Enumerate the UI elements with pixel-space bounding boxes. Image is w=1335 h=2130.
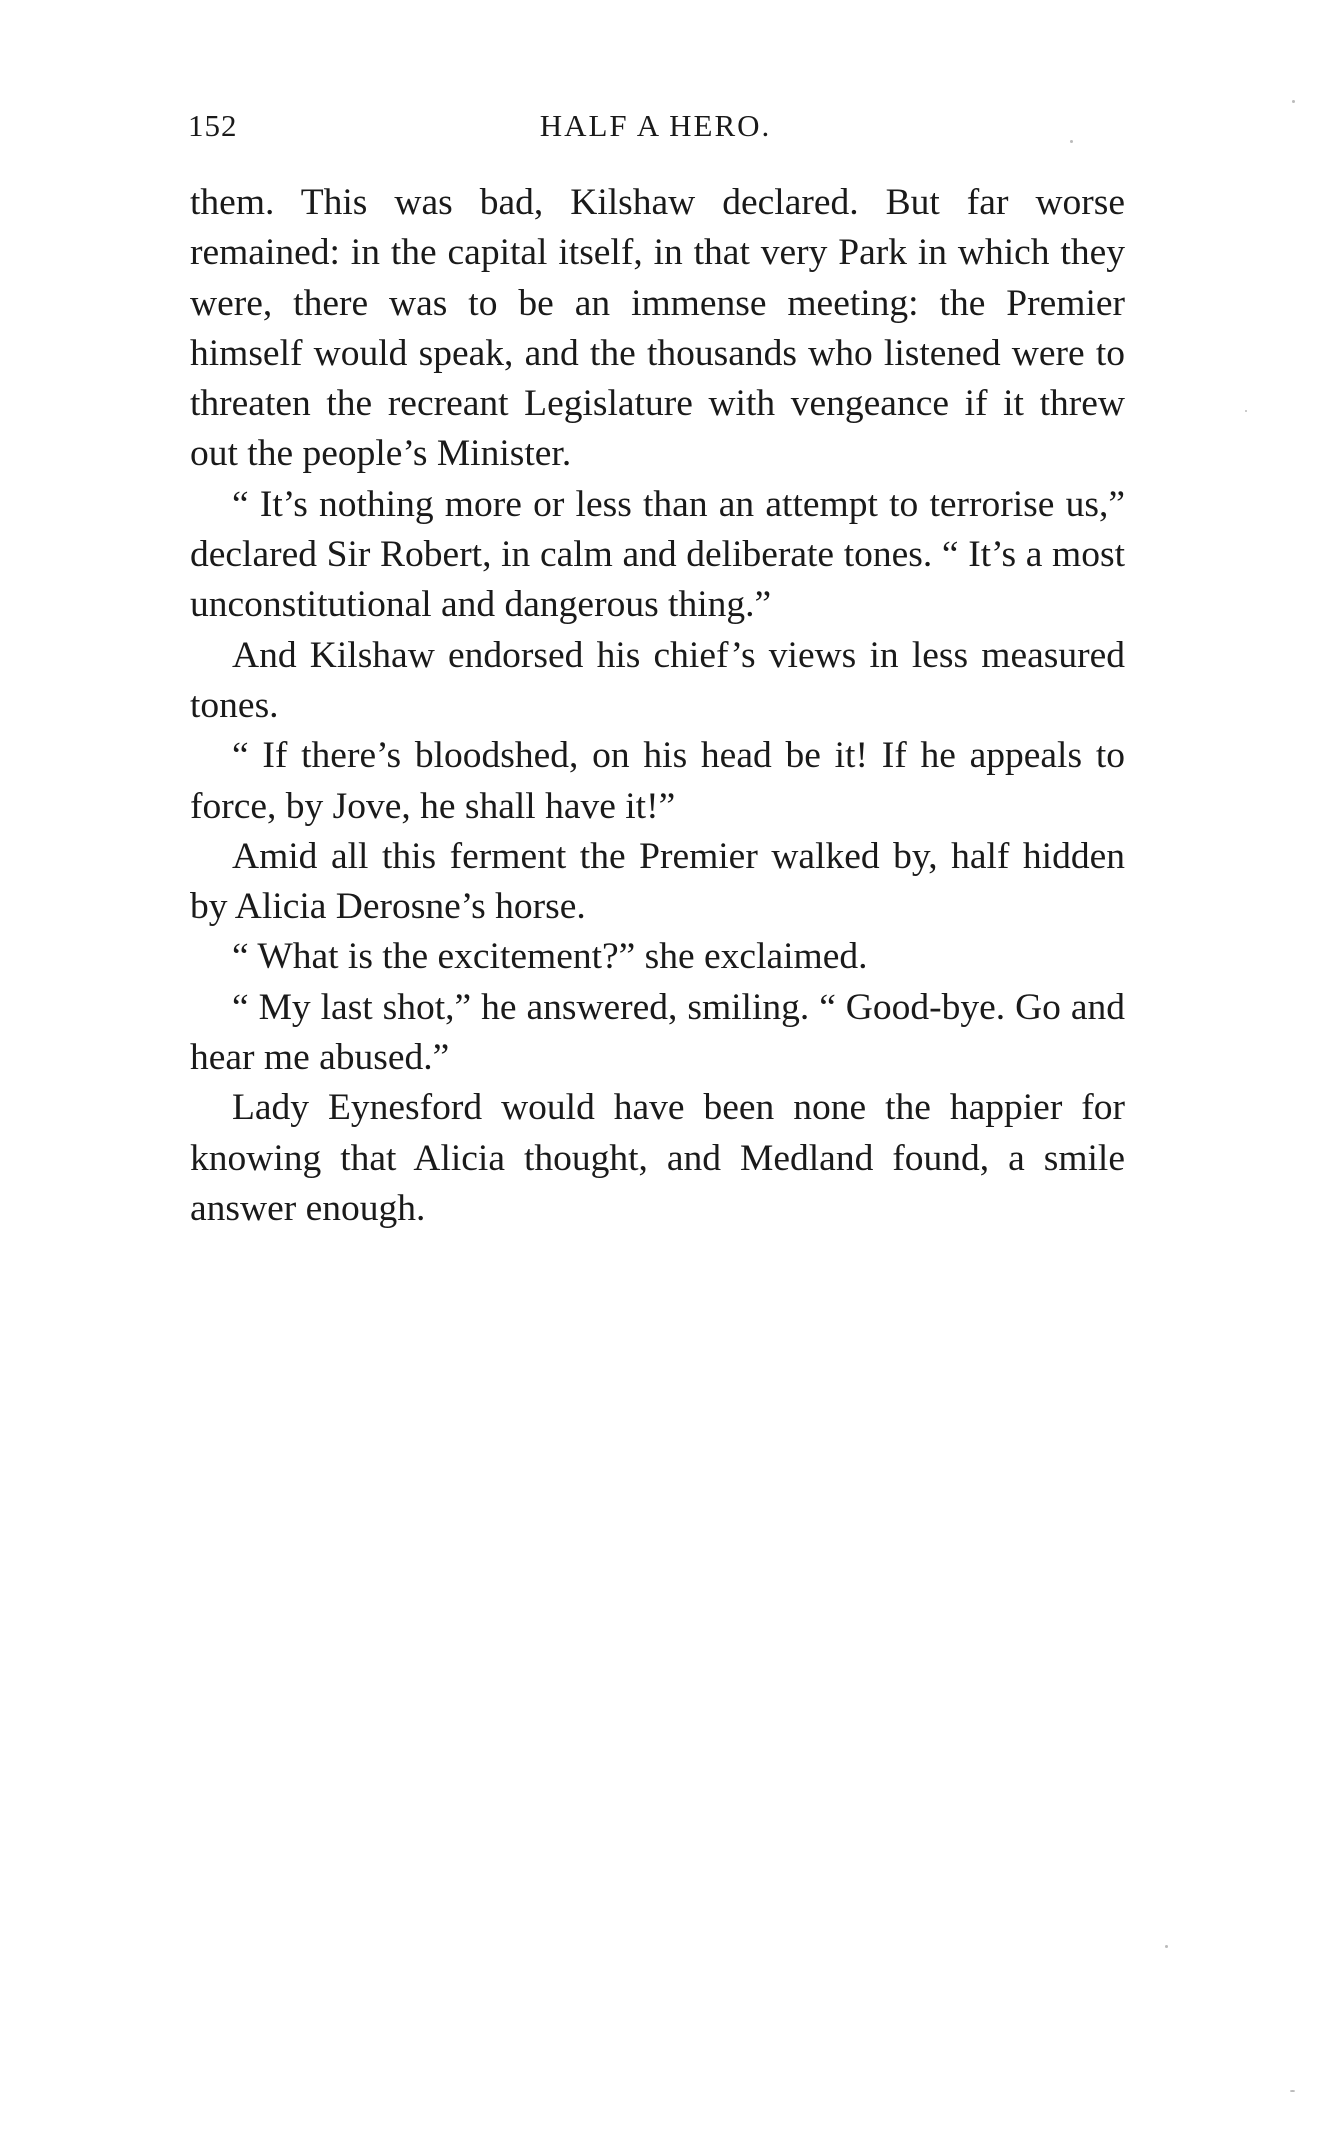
- paragraph: And Kilshaw endorsed his chief’s views in less measured tones.: [190, 634, 1125, 726]
- paragraph: “ My last shot,” he answered, smiling. “ Good-bye. Go and hear me abused.”: [190, 986, 1125, 1079]
- paragraph: Lady Eynesford would have been none the happier for knowing that Alicia thought, and Medland found, a smile answer enough.: [190, 1087, 1125, 1229]
- scan-speck: [1165, 1945, 1168, 1948]
- paragraph: “ It’s nothing more or less than an attempt to terrorise us,” declared Sir Robert, in calm and deliberate tones. “ It’s a most unconstitutional and dangerous thing.”: [190, 483, 1125, 626]
- body-text: [190, 178, 1125, 1234]
- running-head: [188, 108, 1123, 148]
- paragraph: Amid all this ferment the Premier walked by, half hidden by Alicia Derosne’s horse.: [190, 835, 1125, 928]
- scan-speck: [1290, 2090, 1295, 2092]
- page-number: 152: [188, 108, 238, 143]
- scan-speck: [1245, 410, 1247, 412]
- running-title: HALF A HERO.: [539, 108, 772, 143]
- paragraph: “ What is the excitement?” she exclaimed.: [232, 936, 868, 978]
- paragraph: “ If there’s bloodshed, on his head be it! If he appeals to force, by Jove, he shall have it!”: [190, 735, 1125, 827]
- scan-speck: [1292, 100, 1295, 103]
- scan-speck: [1070, 140, 1073, 143]
- paragraph: them. This was bad, Kilshaw declared. But far worse remained: in the capital itself, in that very Park in which they were, there was to be an immense meeting: the Premier himself would speak, and the thousands who listened were to threaten the recreant Legislature with vengeance if it threw out the people’s Minister.: [190, 182, 1125, 475]
